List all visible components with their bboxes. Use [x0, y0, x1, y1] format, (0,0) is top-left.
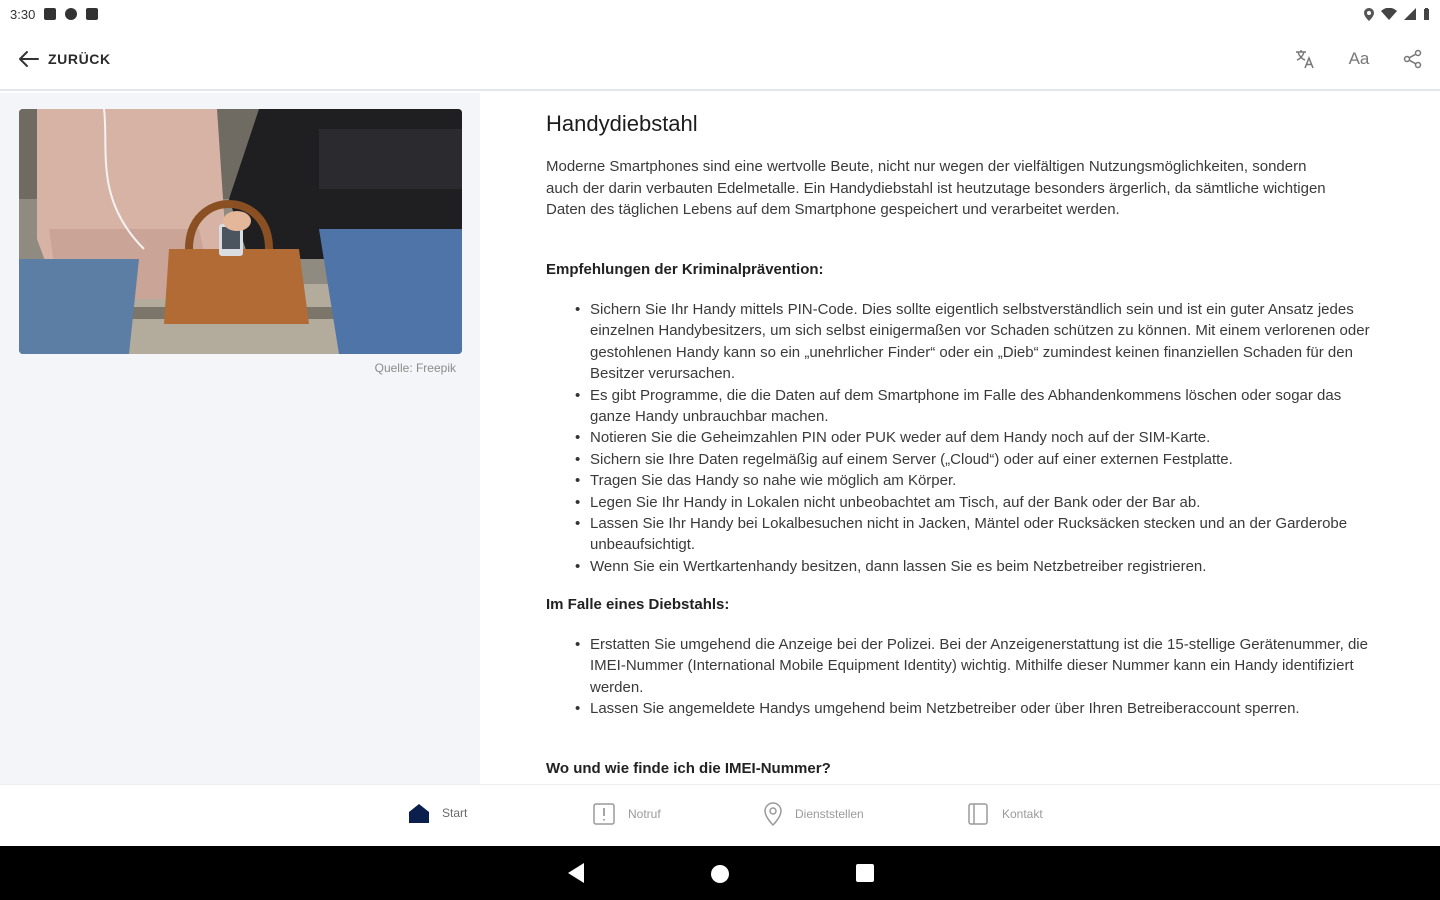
phone-theft-illustration [19, 109, 462, 354]
article-photo [19, 109, 462, 354]
emergency-icon [592, 802, 616, 826]
clock: 3:30 [10, 6, 36, 22]
back-label: ZURÜCK [48, 50, 111, 67]
list-item: • Sichern sie Ihre Daten regelmäßig auf einem Server („Cloud“) oder auf einer externen Festplatte. [590, 449, 1378, 470]
status-bar-left [10, 7, 98, 22]
cell-signal-icon [1404, 8, 1416, 20]
section-heading-theft: Im Falle eines Diebstahls: [546, 596, 730, 613]
system-recents-button[interactable] [855, 863, 875, 883]
list-item: • Erstatten Sie umgehend die Anzeige bei der Polizei. Bei der Anzeigenerstattung ist die 15-stellige Gerätenummer, die IMEI-Nummer (International Mobile Equipment Identity) wichtig. Mithilfe dieser Nummer kann ein Handy identifiziert werden. [590, 634, 1378, 698]
sd-card-icon [86, 8, 98, 20]
nav-label-dienststellen: Dienststellen [795, 807, 864, 821]
home-icon [408, 802, 430, 824]
share-icon [1403, 49, 1423, 69]
text-size-icon: Aa [1348, 48, 1370, 68]
list-item: • Tragen Sie das Handy so nahe wie möglich am Körper. [590, 470, 1378, 491]
share-button[interactable] [1400, 46, 1426, 72]
list-item: • Wenn Sie ein Wertkartenhandy besitzen, dann lassen Sie es beim Netzbetreiber registrieren. [590, 556, 1378, 577]
article-title: Handydiebstahl [546, 111, 698, 136]
nav-label-kontakt: Kontakt [1002, 807, 1043, 821]
list-item: • Lassen Sie angemeldete Handys umgehend beim Netzbetreiber oder über Ihren Betreiberaccount sperren. [590, 698, 1378, 719]
app-bar [0, 28, 1440, 91]
bottom-navigation [0, 784, 1440, 846]
list-item: • Legen Sie Ihr Handy in Lokalen nicht unbeobachtet am Tisch, auf der Bank oder der Bar ab. [590, 492, 1378, 513]
theft-list [590, 634, 1378, 720]
location-icon [1364, 8, 1374, 21]
text-size-button[interactable] [1346, 46, 1372, 72]
battery-icon [1423, 8, 1430, 20]
arrow-left-icon [18, 50, 40, 68]
wifi-icon [1381, 8, 1397, 20]
system-back-button[interactable] [566, 862, 586, 884]
list-item: • Lassen Sie Ihr Handy bei Lokalbesuchen nicht in Jacken, Mäntel oder Rucksäcken stecken und an der Garderobe unbeaufsichtigt. [590, 513, 1378, 556]
article-intro: Moderne Smartphones sind eine wertvolle Beute, nicht nur wegen der vielfältigen Nutzungsmöglichkeiten, sondern auch der darin verbauten Edelmetalle. Ein Handydiebstahl ist heutzutage besonders ärgerlich, da sämtliche wichtigen Daten des täglichen Lebens auf dem Smartphone gespeichert und verarbeitet werden. [546, 158, 1326, 218]
nav-label-start: Start [442, 806, 468, 820]
nav-item-kontakt[interactable] [966, 802, 1043, 826]
prevention-list [590, 299, 1378, 577]
section-heading-prevention: Empfehlungen der Kriminalprävention: [546, 261, 824, 278]
back-button[interactable] [18, 50, 111, 68]
list-item: • Es gibt Programme, die die Daten auf dem Smartphone im Falle des Abhandenkommens löschen oder sogar das ganze Handy unbrauchbar machen. [590, 385, 1378, 428]
article-content [546, 93, 1386, 784]
translate-button[interactable] [1292, 46, 1318, 72]
translate-icon [1294, 49, 1316, 69]
system-navigation-bar [0, 846, 1440, 900]
image-panel [0, 93, 480, 784]
section-heading-imei: Wo und wie finde ich die IMEI-Nummer? [546, 760, 831, 777]
nav-item-start[interactable] [408, 802, 467, 824]
notification-round-icon [65, 8, 77, 20]
contact-book-icon [966, 802, 990, 826]
app-bar-actions [1292, 46, 1426, 72]
status-bar-right [1364, 8, 1430, 21]
list-item: • Sichern Sie Ihr Handy mittels PIN-Code. Dies sollte eigentlich selbstverständlich sein und ist ein guter Ansatz jedes einzelnen Handybesitzers, um sich selbst einigermaßen vor Schaden schützen zu können. Mit einem verlorenen oder gestohlenen Handy kann so ein „unehrlicher Finder“ oder ein „Dieb“ zumindest keinen finanziellen Schaden für den Besitzer verursachen. [590, 299, 1378, 385]
nav-label-notruf: Notruf [628, 807, 661, 821]
system-home-button[interactable] [710, 864, 730, 884]
nav-item-dienststellen[interactable] [763, 802, 864, 826]
list-item: • Notieren Sie die Geheimzahlen PIN oder PUK weder auf dem Handy noch auf der SIM-Karte. [590, 427, 1378, 448]
notification-square-icon [44, 8, 56, 20]
nav-item-notruf[interactable] [592, 802, 661, 826]
status-bar [0, 0, 1440, 28]
image-caption: Quelle: Freepik [374, 361, 456, 375]
location-pin-icon [763, 802, 783, 826]
